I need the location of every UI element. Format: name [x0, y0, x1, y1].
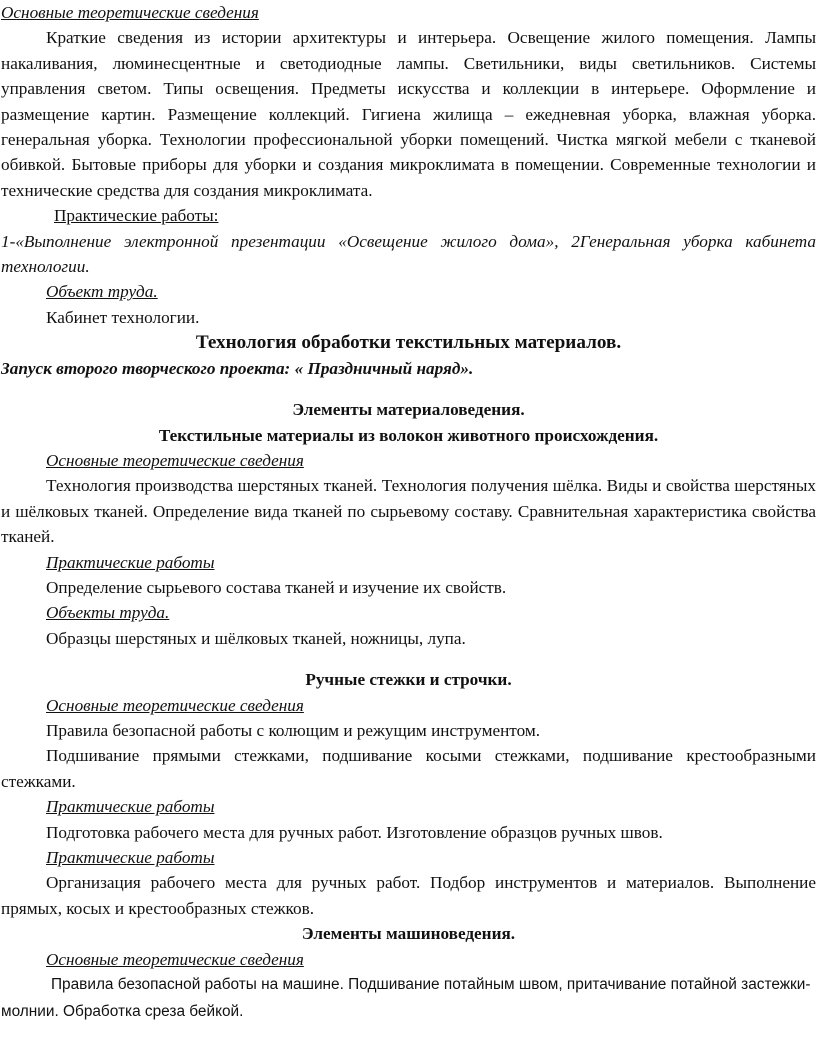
- section3-practice1-text: Подготовка рабочего места для ручных работ. Изготовление образцов ручных швов.: [46, 822, 663, 842]
- section2-project: Запуск второго творческого проекта: « Праздничный наряд».: [1, 358, 474, 378]
- section3-rules: Правила безопасной работы с колющим и режущим инструментом.: [46, 720, 541, 740]
- section2-practice-label: Практические работы: [46, 552, 215, 572]
- section2-heading: Основные теоретические сведения: [46, 450, 304, 470]
- section3-title: Ручные стежки и строчки.: [305, 670, 512, 690]
- section3-practice1-label: Практические работы: [46, 797, 215, 817]
- section2-title: Технология обработки текстильных материалов.: [195, 332, 622, 354]
- section4-body: Правила безопасной работы на машине. Подшивание потайным швом, притачивание потайной застежки-молнии. Обработка среза бейкой.: [1, 976, 811, 1020]
- section1-object-label: Объект труда.: [46, 282, 158, 302]
- section3-practice2-label: Практические работы: [46, 848, 215, 867]
- section1-practice-label: Практические работы:: [54, 206, 219, 226]
- section4-heading: Основные теоретические сведения: [46, 949, 304, 969]
- section1-heading: Основные теоретические сведения: [1, 3, 259, 22]
- section4-title: Элементы машиноведения.: [301, 924, 516, 944]
- section1-practice-text: 1-«Выполнение электронной презентации «Освещение жилого дома», 2Генеральная уборка кабинета технологии.: [1, 231, 816, 277]
- section3-stitches: Подшивание прямыми стежками, подшивание косыми стежками, подшивание крестообразными стежками.: [1, 746, 816, 791]
- section3-heading: Основные теоретические сведения: [46, 695, 304, 715]
- section3-practice2-text: Организация рабочего места для ручных работ. Подбор инструментов и материалов. Выполнение прямых, косых и крестообразных стежков.: [1, 873, 816, 918]
- section1-object-text: Кабинет технологии.: [46, 307, 200, 327]
- spacer: [1, 651, 816, 667]
- section2-practice-text: Определение сырьевого состава тканей и изучение их свойств.: [46, 577, 507, 597]
- section1-body: Краткие сведения из истории архитектуры и интерьера. Освещение жилого помещения. Лампы накаливания, люминесцентные и светодиодные лампы. Светильники, виды светильников. Системы управления светом. Типы освещения. Предметы искусства и коллекции в интерьере. Оформление и размещение картин. Размещение коллекций. Гигиена жилища – ежедневная уборка, влажная уборка. генеральная уборка. Технологии профессиональной уборки помещений. Чистка мягкой мебели с тканевой обивкой. Бытовые приборы для уборки и создания микроклимата в помещении. Современные технологии и технические средства для создания микроклимата.: [1, 28, 816, 200]
- section2-objects-label: Объекты труда.: [46, 603, 170, 623]
- section2-body: Технология производства шерстяных тканей. Технология получения шёлка. Виды и свойства шерстяных и шёлковых тканей. Определение вида тканей по сырьевому составу. Сравнительная характеристика свойства тканей.: [1, 476, 816, 547]
- section2-objects-text: Образцы шерстяных и шёлковых тканей, ножницы, лупа.: [46, 628, 466, 648]
- section2-subtitle-2: Текстильные материалы из волокон животного происхождения.: [158, 425, 659, 445]
- spacer: [1, 381, 816, 397]
- section2-subtitle-1: Элементы материаловедения.: [292, 400, 525, 420]
